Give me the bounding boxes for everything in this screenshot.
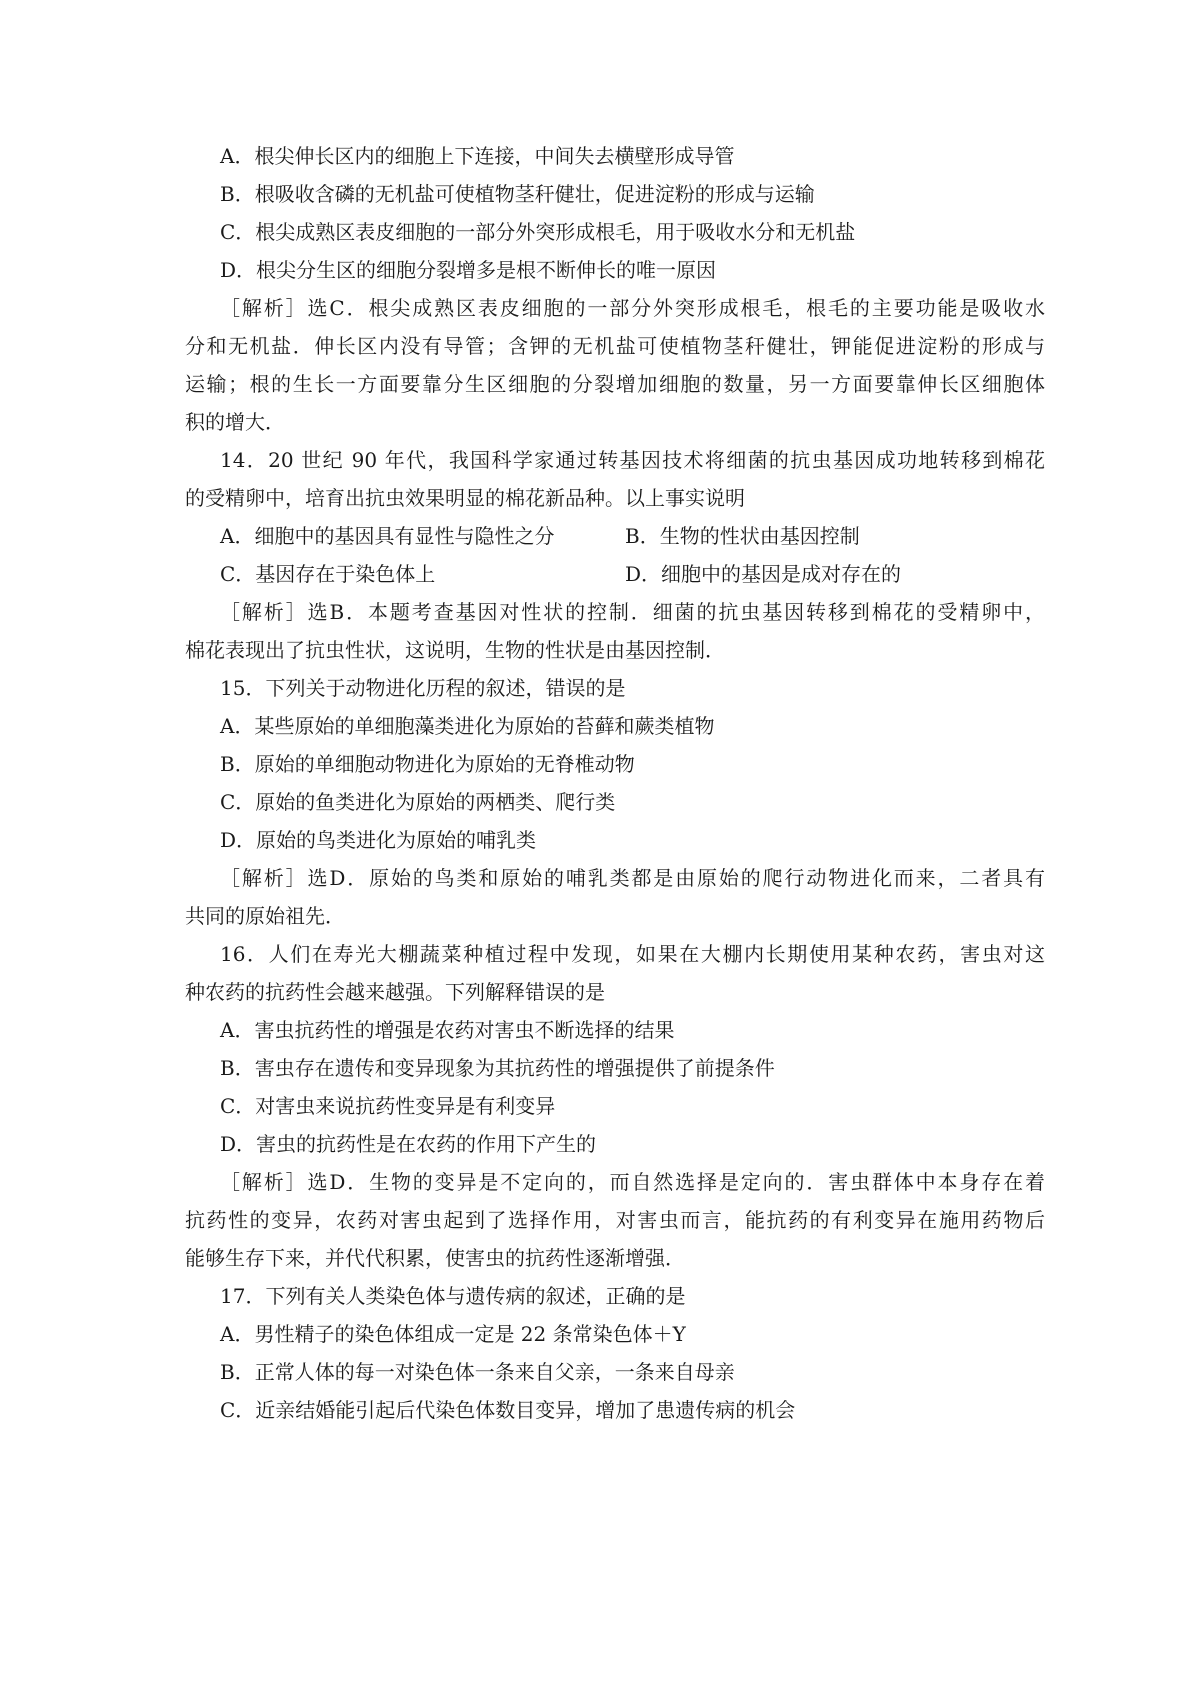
q14-option-a: A．细胞中的基因具有显性与隐性之分 xyxy=(220,524,555,548)
q16-option-a: A．害虫抗药性的增强是农药对害虫不断选择的结果 xyxy=(220,1018,675,1042)
q17-option-b: B．正常人体的每一对染色体一条来自父亲，一条来自母亲 xyxy=(220,1360,735,1384)
q16-analysis-line-2: 抗药性的变异，农药对害虫起到了选择作用，对害虫而言，能抗药的有利变异在施用药物后 xyxy=(185,1208,1045,1232)
q13-option-a: A．根尖伸长区内的细胞上下连接，中间失去横壁形成导管 xyxy=(220,144,735,168)
q15-analysis-line-1: ［解析］选D．原始的鸟类和原始的哺乳类都是由原始的爬行动物进化而来，二者具有 xyxy=(220,866,1045,890)
q15-stem: 15．下列关于动物进化历程的叙述，错误的是 xyxy=(220,676,626,700)
q13-analysis-line-3: 运输；根的生长一方面要靠分生区细胞的分裂增加细胞的数量，另一方面要靠伸长区细胞体 xyxy=(185,372,1045,396)
q16-option-b: B．害虫存在遗传和变异现象为其抗药性的增强提供了前提条件 xyxy=(220,1056,775,1080)
q17-option-c: C．近亲结婚能引起后代染色体数目变异，增加了患遗传病的机会 xyxy=(220,1398,796,1422)
q13-option-d: D．根尖分生区的细胞分裂增多是根不断伸长的唯一原因 xyxy=(220,258,717,282)
q14-stem-line-1: 14．20 世纪 90 年代，我国科学家通过转基因技术将细菌的抗虫基因成功地转移到棉花 xyxy=(220,448,1045,472)
q15-option-c: C．原始的鱼类进化为原始的两栖类、爬行类 xyxy=(220,790,616,814)
q13-option-c: C．根尖成熟区表皮细胞的一部分外突形成根毛，用于吸收水分和无机盐 xyxy=(220,220,856,244)
q14-stem-line-2: 的受精卵中，培育出抗虫效果明显的棉花新品种。以上事实说明 xyxy=(185,486,745,510)
q17-option-a: A．男性精子的染色体组成一定是 22 条常染色体＋Y xyxy=(220,1322,686,1346)
q15-option-b: B．原始的单细胞动物进化为原始的无脊椎动物 xyxy=(220,752,635,776)
q16-stem-line-1: 16．人们在寿光大棚蔬菜种植过程中发现，如果在大棚内长期使用某种农药，害虫对这 xyxy=(220,942,1045,966)
q13-analysis-line-4: 积的增大． xyxy=(185,410,285,434)
q16-stem-line-2: 种农药的抗药性会越来越强。下列解释错误的是 xyxy=(185,980,605,1004)
q16-option-d: D．害虫的抗药性是在农药的作用下产生的 xyxy=(220,1132,597,1156)
q17-stem: 17．下列有关人类染色体与遗传病的叙述，正确的是 xyxy=(220,1284,686,1308)
q14-options-row-2 xyxy=(220,560,1045,588)
q13-analysis-line-1: ［解析］选C．根尖成熟区表皮细胞的一部分外突形成根毛，根毛的主要功能是吸收水 xyxy=(220,296,1045,320)
q16-analysis-line-3: 能够生存下来，并代代积累，使害虫的抗药性逐渐增强． xyxy=(185,1246,685,1270)
q13-analysis-line-2: 分和无机盐．伸长区内没有导管；含钾的无机盐可使植物茎秆健壮，钾能促进淀粉的形成与 xyxy=(185,334,1045,358)
q15-analysis-line-2: 共同的原始祖先． xyxy=(185,904,345,928)
q14-analysis-line-1: ［解析］选B．本题考查基因对性状的控制．细菌的抗虫基因转移到棉花的受精卵中， xyxy=(220,600,1045,624)
q14-option-d: D．细胞中的基因是成对存在的 xyxy=(625,562,902,586)
q16-analysis-line-1: ［解析］选D．生物的变异是不定向的，而自然选择是定向的．害虫群体中本身存在着 xyxy=(220,1170,1045,1194)
q14-options-row-1 xyxy=(220,522,1045,550)
q14-option-b: B．生物的性状由基因控制 xyxy=(625,524,860,548)
q13-option-b: B．根吸收含磷的无机盐可使植物茎秆健壮，促进淀粉的形成与运输 xyxy=(220,182,815,206)
q14-analysis-line-2: 棉花表现出了抗虫性状，这说明，生物的性状是由基因控制． xyxy=(185,638,725,662)
q16-option-c: C．对害虫来说抗药性变异是有利变异 xyxy=(220,1094,556,1118)
q15-option-a: A．某些原始的单细胞藻类进化为原始的苔藓和蕨类植物 xyxy=(220,714,715,738)
q14-option-c: C．基因存在于染色体上 xyxy=(220,562,436,586)
q15-option-d: D．原始的鸟类进化为原始的哺乳类 xyxy=(220,828,537,852)
